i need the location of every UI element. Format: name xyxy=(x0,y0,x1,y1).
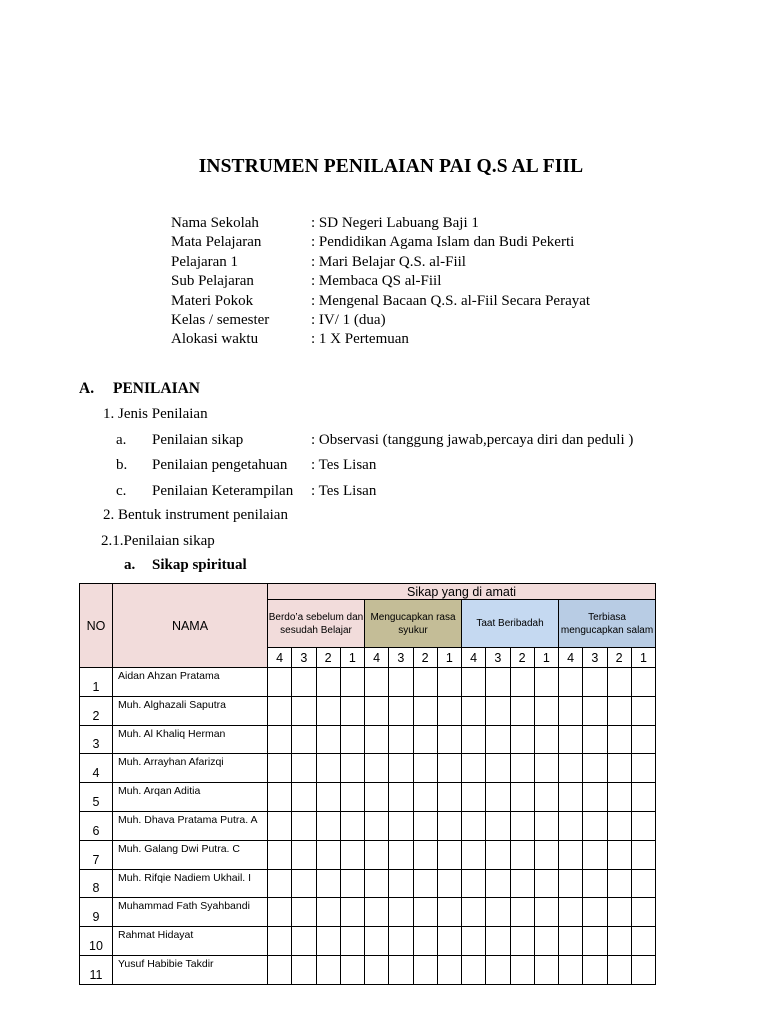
score-cell[interactable] xyxy=(437,840,461,869)
assessment-table xyxy=(79,583,656,985)
score-cell[interactable] xyxy=(510,955,534,984)
score-cell[interactable] xyxy=(510,869,534,898)
student-name: Muhammad Fath Syahbandi xyxy=(118,900,250,913)
score-cell[interactable] xyxy=(631,668,655,697)
score-cell[interactable] xyxy=(462,668,486,697)
student-name: Yusuf Habibie Takdir xyxy=(118,957,214,970)
score-cell[interactable] xyxy=(462,869,486,898)
score-cell[interactable] xyxy=(486,783,510,812)
score-cell[interactable] xyxy=(462,840,486,869)
score-cell[interactable] xyxy=(510,811,534,840)
student-name-cell xyxy=(113,725,268,754)
score-header-cell: 3 xyxy=(486,648,510,668)
section-a-heading xyxy=(79,380,200,398)
section-letter: A. xyxy=(79,380,95,397)
score-cell[interactable] xyxy=(559,840,583,869)
score-cell[interactable] xyxy=(583,783,607,812)
score-cell[interactable] xyxy=(389,754,413,783)
score-cell[interactable] xyxy=(534,783,558,812)
score-cell[interactable] xyxy=(510,725,534,754)
score-cell[interactable] xyxy=(510,927,534,956)
score-cell[interactable] xyxy=(316,754,340,783)
score-cell[interactable] xyxy=(486,869,510,898)
info-value: : Mengenal Bacaan Q.S. al-Fiil Secara Perayat xyxy=(311,292,591,309)
score-cell[interactable] xyxy=(486,811,510,840)
score-cell[interactable] xyxy=(365,754,389,783)
score-cell[interactable] xyxy=(631,869,655,898)
score-cell[interactable] xyxy=(340,783,364,812)
score-cell[interactable] xyxy=(268,898,292,927)
score-cell[interactable] xyxy=(486,840,510,869)
table-row xyxy=(80,783,656,812)
student-name: Muh. Rifqie Nadiem Ukhail. I xyxy=(118,871,252,884)
info-value: : SD Negeri Labuang Baji 1 xyxy=(311,215,479,231)
score-cell[interactable] xyxy=(559,811,583,840)
table-row xyxy=(80,869,656,898)
score-cell[interactable] xyxy=(607,668,631,697)
table-row xyxy=(80,955,656,984)
student-name-cell xyxy=(113,811,268,840)
score-cell[interactable] xyxy=(559,869,583,898)
score-cell[interactable] xyxy=(559,783,583,812)
score-cell[interactable] xyxy=(365,668,389,697)
student-name: Aidan Ahzan Pratama xyxy=(118,670,220,682)
score-cell[interactable] xyxy=(534,898,558,927)
info-row xyxy=(171,214,590,233)
student-name-cell xyxy=(113,696,268,725)
score-cell[interactable] xyxy=(486,898,510,927)
score-cell[interactable] xyxy=(437,668,461,697)
score-cell[interactable] xyxy=(583,840,607,869)
score-header-cell: 1 xyxy=(437,648,461,668)
score-cell[interactable] xyxy=(462,898,486,927)
info-row xyxy=(171,272,590,291)
score-cell[interactable] xyxy=(510,754,534,783)
score-cell[interactable] xyxy=(316,696,340,725)
score-cell[interactable] xyxy=(413,668,437,697)
row-number-cell xyxy=(80,955,113,984)
score-cell[interactable] xyxy=(486,927,510,956)
score-cell[interactable] xyxy=(631,927,655,956)
score-cell[interactable] xyxy=(583,927,607,956)
score-cell[interactable] xyxy=(510,668,534,697)
group-header: Mengucapkan rasa syukur xyxy=(365,600,462,648)
table-row xyxy=(80,668,656,697)
item-penilaian-sikap: 2.1.Penilaian sikap xyxy=(101,533,215,549)
student-rows xyxy=(80,668,656,985)
score-cell[interactable] xyxy=(437,898,461,927)
student-name: Rahmat Hidayat xyxy=(118,929,194,942)
score-cell[interactable] xyxy=(534,754,558,783)
row-number: 9 xyxy=(92,910,100,925)
score-cell[interactable] xyxy=(389,869,413,898)
score-cell[interactable] xyxy=(365,955,389,984)
score-cell[interactable] xyxy=(437,725,461,754)
score-cell[interactable] xyxy=(268,811,292,840)
student-name-cell xyxy=(113,840,268,869)
score-cell[interactable] xyxy=(340,927,364,956)
score-cell[interactable] xyxy=(413,754,437,783)
score-cell[interactable] xyxy=(389,783,413,812)
score-cell[interactable] xyxy=(486,955,510,984)
score-cell[interactable] xyxy=(510,840,534,869)
score-cell[interactable] xyxy=(510,696,534,725)
score-cell[interactable] xyxy=(462,696,486,725)
row-number-cell xyxy=(80,840,113,869)
table-row xyxy=(80,696,656,725)
score-cell[interactable] xyxy=(365,840,389,869)
score-cell[interactable] xyxy=(607,783,631,812)
score-cell[interactable] xyxy=(389,898,413,927)
score-cell[interactable] xyxy=(631,955,655,984)
row-number-cell xyxy=(80,898,113,927)
score-cell[interactable] xyxy=(559,927,583,956)
group-header: Berdo’a sebelum dan sesudah Belajar xyxy=(268,600,365,648)
score-cell[interactable] xyxy=(486,668,510,697)
info-label: Mata Pelajaran xyxy=(171,234,262,251)
row-number: 6 xyxy=(92,823,100,838)
row-number: 4 xyxy=(92,766,100,781)
score-header-cell: 2 xyxy=(413,648,437,668)
score-cell[interactable] xyxy=(340,696,364,725)
score-cell[interactable] xyxy=(607,725,631,754)
score-cell[interactable] xyxy=(462,725,486,754)
score-cell[interactable] xyxy=(607,754,631,783)
score-header-cell: 3 xyxy=(583,648,607,668)
score-cell[interactable] xyxy=(292,783,316,812)
score-cell[interactable] xyxy=(607,955,631,984)
row-number: 11 xyxy=(89,967,103,982)
score-cell[interactable] xyxy=(292,840,316,869)
row-number: 5 xyxy=(92,794,100,809)
score-cell[interactable] xyxy=(389,696,413,725)
score-header-cell: 1 xyxy=(340,648,364,668)
score-cell[interactable] xyxy=(510,898,534,927)
score-cell[interactable] xyxy=(268,927,292,956)
score-cell[interactable] xyxy=(462,955,486,984)
score-cell[interactable] xyxy=(389,668,413,697)
observed-header: Sikap yang di amati xyxy=(268,584,656,600)
info-label: Pelajaran 1 xyxy=(171,253,239,270)
score-cell[interactable] xyxy=(462,811,486,840)
score-cell[interactable] xyxy=(268,696,292,725)
score-cell[interactable] xyxy=(316,955,340,984)
score-cell[interactable] xyxy=(413,783,437,812)
score-cell[interactable] xyxy=(268,840,292,869)
info-row xyxy=(171,253,590,272)
score-cell[interactable] xyxy=(583,725,607,754)
table-row xyxy=(80,811,656,840)
score-cell[interactable] xyxy=(559,696,583,725)
score-cell[interactable] xyxy=(365,898,389,927)
score-cell[interactable] xyxy=(389,955,413,984)
score-cell[interactable] xyxy=(292,668,316,697)
score-header-cell: 2 xyxy=(607,648,631,668)
score-cell[interactable] xyxy=(437,811,461,840)
score-cell[interactable] xyxy=(413,898,437,927)
score-cell[interactable] xyxy=(413,696,437,725)
row-number-cell xyxy=(80,927,113,956)
score-cell[interactable] xyxy=(437,927,461,956)
row-number: 3 xyxy=(92,737,100,752)
score-cell[interactable] xyxy=(316,927,340,956)
info-block xyxy=(171,214,590,350)
row-number-cell xyxy=(80,754,113,783)
sikap-letter: a. xyxy=(124,557,136,573)
score-cell[interactable] xyxy=(340,869,364,898)
student-name-cell xyxy=(113,869,268,898)
score-cell[interactable] xyxy=(437,754,461,783)
score-cell[interactable] xyxy=(486,696,510,725)
score-cell[interactable] xyxy=(510,783,534,812)
row-number-cell xyxy=(80,783,113,812)
score-header-cell: 1 xyxy=(534,648,558,668)
student-name: Muh. Arrayhan Afarizqi xyxy=(118,756,224,769)
score-cell[interactable] xyxy=(534,840,558,869)
score-cell[interactable] xyxy=(583,696,607,725)
score-cell[interactable] xyxy=(583,898,607,927)
score-cell[interactable] xyxy=(534,927,558,956)
score-cell[interactable] xyxy=(340,898,364,927)
info-row xyxy=(171,292,590,311)
info-row xyxy=(171,233,590,252)
score-cell[interactable] xyxy=(389,725,413,754)
row-number: 1 xyxy=(92,679,100,694)
score-cell[interactable] xyxy=(583,955,607,984)
table-row xyxy=(80,927,656,956)
score-cell[interactable] xyxy=(437,783,461,812)
score-cell[interactable] xyxy=(583,869,607,898)
subitem-value: : Tes Lisan xyxy=(311,483,377,499)
score-cell[interactable] xyxy=(268,754,292,783)
info-label: Kelas / semester xyxy=(171,311,270,328)
name-header: NAMA xyxy=(113,584,268,668)
score-cell[interactable] xyxy=(534,955,558,984)
score-header-cell: 2 xyxy=(316,648,340,668)
row-number: 2 xyxy=(92,708,100,723)
score-cell[interactable] xyxy=(316,811,340,840)
score-cell[interactable] xyxy=(607,927,631,956)
score-cell[interactable] xyxy=(292,898,316,927)
student-name: Muh. Al Khaliq Herman xyxy=(118,727,226,740)
info-label: Alokasi waktu xyxy=(171,331,259,348)
subitem-letter: c. xyxy=(116,483,127,499)
score-cell[interactable] xyxy=(486,754,510,783)
subitem-value: : Observasi (tanggung jawab,percaya diri dan peduli ) xyxy=(311,432,634,448)
score-cell[interactable] xyxy=(340,668,364,697)
score-cell[interactable] xyxy=(268,668,292,697)
subitem-label: Penilaian Keterampilan xyxy=(152,483,294,499)
table-row xyxy=(80,725,656,754)
group-header: Terbiasa mengucapkan salam xyxy=(559,600,656,648)
student-name: Muh. Arqan Aditia xyxy=(118,785,201,798)
score-cell[interactable] xyxy=(534,869,558,898)
score-cell[interactable] xyxy=(268,955,292,984)
score-cell[interactable] xyxy=(316,783,340,812)
score-cell[interactable] xyxy=(437,869,461,898)
score-cell[interactable] xyxy=(413,955,437,984)
score-cell[interactable] xyxy=(340,754,364,783)
group-header: Taat Beribadah xyxy=(462,600,559,648)
score-header-cell: 4 xyxy=(268,648,292,668)
student-name-cell xyxy=(113,927,268,956)
score-cell[interactable] xyxy=(607,696,631,725)
score-cell[interactable] xyxy=(340,840,364,869)
score-cell[interactable] xyxy=(437,955,461,984)
score-cell[interactable] xyxy=(631,840,655,869)
score-cell[interactable] xyxy=(631,725,655,754)
table-row xyxy=(80,840,656,869)
table-row xyxy=(80,898,656,927)
score-cell[interactable] xyxy=(413,811,437,840)
score-cell[interactable] xyxy=(534,725,558,754)
student-name-cell xyxy=(113,754,268,783)
score-cell[interactable] xyxy=(316,840,340,869)
info-label: Nama Sekolah xyxy=(171,215,259,231)
score-cell[interactable] xyxy=(340,811,364,840)
score-cell[interactable] xyxy=(413,725,437,754)
score-cell[interactable] xyxy=(583,811,607,840)
score-cell[interactable] xyxy=(559,955,583,984)
score-cell[interactable] xyxy=(486,725,510,754)
row-number-cell xyxy=(80,869,113,898)
score-cell[interactable] xyxy=(631,783,655,812)
score-cell[interactable] xyxy=(534,696,558,725)
score-cell[interactable] xyxy=(631,696,655,725)
score-cell[interactable] xyxy=(631,754,655,783)
score-cell[interactable] xyxy=(292,869,316,898)
row-number-cell xyxy=(80,725,113,754)
score-cell[interactable] xyxy=(389,927,413,956)
student-name-cell xyxy=(113,668,268,697)
info-value: : 1 X Pertemuan xyxy=(311,331,409,348)
score-cell[interactable] xyxy=(559,668,583,697)
score-cell[interactable] xyxy=(292,754,316,783)
row-number: 7 xyxy=(92,852,100,867)
score-header-cell: 1 xyxy=(631,648,655,668)
table-row xyxy=(80,754,656,783)
score-cell[interactable] xyxy=(607,811,631,840)
score-cell[interactable] xyxy=(559,725,583,754)
row-number-cell xyxy=(80,668,113,697)
row-number: 8 xyxy=(92,881,100,896)
score-cell[interactable] xyxy=(292,696,316,725)
info-value: : Mari Belajar Q.S. al-Fiil xyxy=(311,253,466,270)
score-cell[interactable] xyxy=(559,898,583,927)
score-header-cell: 4 xyxy=(462,648,486,668)
score-cell[interactable] xyxy=(365,783,389,812)
info-value: : IV/ 1 (dua) xyxy=(311,311,386,328)
info-value: : Pendidikan Agama Islam dan Budi Pekerti xyxy=(311,234,575,251)
score-cell[interactable] xyxy=(389,840,413,869)
score-cell[interactable] xyxy=(583,668,607,697)
info-row xyxy=(171,330,590,349)
score-cell[interactable] xyxy=(365,811,389,840)
no-header: NO xyxy=(80,584,113,668)
score-cell[interactable] xyxy=(534,668,558,697)
subitem-letter: a. xyxy=(116,432,127,448)
score-cell[interactable] xyxy=(583,754,607,783)
info-row xyxy=(171,311,590,330)
info-label: Materi Pokok xyxy=(171,292,254,309)
score-cell[interactable] xyxy=(559,754,583,783)
score-cell[interactable] xyxy=(292,955,316,984)
score-cell[interactable] xyxy=(268,869,292,898)
score-cell[interactable] xyxy=(316,869,340,898)
item-bentuk-instrument: 2. Bentuk instrument penilaian xyxy=(103,507,288,523)
document-title: INSTRUMEN PENILAIAN PAI Q.S AL FIIL xyxy=(198,156,584,177)
score-cell[interactable] xyxy=(365,696,389,725)
section-title: PENILAIAN xyxy=(113,380,200,397)
sikap-title: Sikap spiritual xyxy=(152,557,247,573)
subitem-label: Penilaian sikap xyxy=(152,432,244,448)
student-name: Muh. Alghazali Saputra xyxy=(118,698,226,711)
sikap-spiritual-heading xyxy=(124,557,247,574)
item-jenis-penilaian: 1. Jenis Penilaian xyxy=(103,406,208,422)
score-header-cell: 4 xyxy=(365,648,389,668)
score-cell[interactable] xyxy=(340,955,364,984)
score-cell[interactable] xyxy=(340,725,364,754)
student-name-cell xyxy=(113,955,268,984)
score-cell[interactable] xyxy=(365,927,389,956)
subitem-letter: b. xyxy=(116,457,128,473)
student-name: Muh. Galang Dwi Putra. C xyxy=(118,842,240,855)
row-number: 10 xyxy=(89,938,103,953)
score-cell[interactable] xyxy=(607,869,631,898)
score-header-cell: 3 xyxy=(292,648,316,668)
row-number-cell xyxy=(80,811,113,840)
score-cell[interactable] xyxy=(534,811,558,840)
score-cell[interactable] xyxy=(413,869,437,898)
score-cell[interactable] xyxy=(365,725,389,754)
student-name-cell xyxy=(113,783,268,812)
score-header-cell: 3 xyxy=(389,648,413,668)
score-cell[interactable] xyxy=(268,783,292,812)
info-label: Sub Pelajaran xyxy=(171,273,254,290)
info-value: : Membaca QS al-Fiil xyxy=(311,273,442,290)
subitem-value: : Tes Lisan xyxy=(311,457,377,473)
score-cell[interactable] xyxy=(462,927,486,956)
score-cell[interactable] xyxy=(631,811,655,840)
score-header-cell: 2 xyxy=(510,648,534,668)
score-cell[interactable] xyxy=(462,783,486,812)
score-cell[interactable] xyxy=(607,898,631,927)
score-cell[interactable] xyxy=(437,696,461,725)
score-cell[interactable] xyxy=(268,725,292,754)
score-cell[interactable] xyxy=(316,668,340,697)
score-cell[interactable] xyxy=(631,898,655,927)
score-cell[interactable] xyxy=(365,869,389,898)
score-cell[interactable] xyxy=(316,725,340,754)
score-cell[interactable] xyxy=(292,725,316,754)
student-name: Muh. Dhava Pratama Putra. A xyxy=(118,813,258,826)
score-cell[interactable] xyxy=(292,811,316,840)
subitem-label: Penilaian pengetahuan xyxy=(152,457,288,473)
student-name-cell xyxy=(113,898,268,927)
score-cell[interactable] xyxy=(389,811,413,840)
score-cell[interactable] xyxy=(462,754,486,783)
row-number-cell xyxy=(80,696,113,725)
score-header-cell: 4 xyxy=(559,648,583,668)
score-cell[interactable] xyxy=(316,898,340,927)
score-cell[interactable] xyxy=(413,927,437,956)
score-cell[interactable] xyxy=(292,927,316,956)
score-cell[interactable] xyxy=(413,840,437,869)
score-cell[interactable] xyxy=(607,840,631,869)
